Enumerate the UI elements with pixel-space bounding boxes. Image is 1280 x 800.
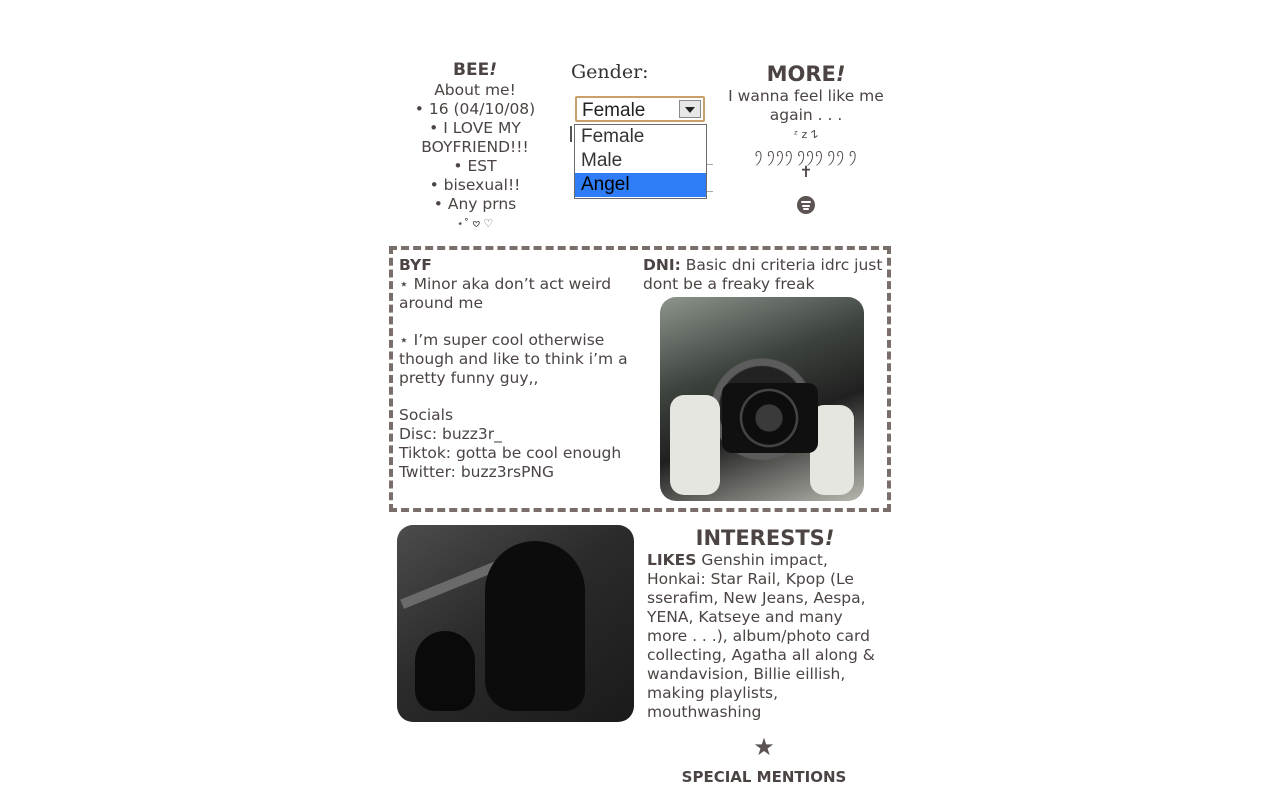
sleep-symbols: ᶻ z 𐰁 bbox=[793, 128, 819, 141]
orientation-line: • bisexual!! bbox=[429, 176, 521, 194]
interests-heading bbox=[647, 525, 883, 551]
byf-item-cool: ⋆ I’m super cool otherwise though and like to think i’m a pretty funny guy,, bbox=[399, 331, 628, 387]
likes-label: LIKES bbox=[647, 551, 697, 569]
camera-photo bbox=[660, 297, 864, 501]
camera-lens bbox=[738, 387, 800, 449]
hidden-field-edge bbox=[707, 164, 713, 192]
gender-dropdown-image bbox=[567, 60, 713, 202]
spotify-icon[interactable] bbox=[797, 196, 815, 214]
gender-select[interactable] bbox=[575, 96, 705, 122]
dni-text: Basic dni criteria idrc just dont be a freaky freak bbox=[643, 256, 883, 293]
pronouns-line: • Any prns bbox=[433, 195, 517, 213]
gender-options-list[interactable] bbox=[574, 124, 707, 199]
photo-cat-figure bbox=[415, 631, 475, 711]
bee-title: BEE bbox=[453, 60, 490, 80]
social-tiktok: Tiktok: gotta be cool enough bbox=[399, 444, 622, 462]
special-mentions-title: SPECIAL MENTIONS bbox=[681, 768, 847, 786]
decorative-glyph-row: ꪆ ꪆꪆꪆ ꪆꪆꪆ ꪆꪆ ꪆ bbox=[754, 147, 858, 160]
gender-label: Gender: bbox=[571, 61, 649, 83]
more-bang: ! bbox=[835, 62, 846, 86]
age-line: • 16 (04/10/08) bbox=[414, 100, 536, 118]
timezone-line: • EST bbox=[453, 157, 497, 175]
more-title: MORE bbox=[766, 62, 836, 86]
interests-title: INTERESTS bbox=[695, 526, 825, 550]
cross-symbol: ✝ bbox=[799, 163, 813, 181]
byf-title: BYF bbox=[399, 256, 432, 274]
photo-person bbox=[485, 541, 585, 711]
interests-section bbox=[647, 525, 887, 722]
hand-left bbox=[670, 395, 720, 495]
bee-bang: ! bbox=[489, 60, 497, 80]
text-cursor bbox=[570, 126, 572, 142]
dni-section bbox=[643, 256, 883, 294]
gender-option-angel[interactable]: Angel bbox=[575, 173, 706, 197]
more-section bbox=[726, 62, 886, 219]
cat-photo bbox=[397, 525, 634, 722]
byf-item-minor: ⋆ Minor aka don’t act weird around me bbox=[399, 275, 612, 312]
about-me-label: About me! bbox=[434, 81, 516, 99]
boyfriend-line: • I LOVE MY BOYFRIEND!!! bbox=[421, 119, 529, 156]
decorative-symbols: ⋆˚ 𖹭 ♡ bbox=[456, 217, 494, 230]
gender-selected-value: Female bbox=[582, 100, 646, 121]
byf-section bbox=[399, 256, 639, 482]
feel-like-me-line: I wanna feel like me again . . . bbox=[728, 87, 884, 124]
likes-text: Genshin impact, Honkai: Star Rail, Kpop (Le sserafim, New Jeans, Aespa, YENA, Katseye and many more . . .), album/photo card collecting, Agatha all along & wandavision, Billie eillish, making playlists, mouthwashing bbox=[647, 551, 875, 721]
dni-label: DNI: bbox=[643, 256, 681, 274]
social-twitter: Twitter: buzz3rsPNG bbox=[399, 463, 555, 481]
bee-heading bbox=[404, 60, 546, 81]
gender-option-female[interactable]: Female bbox=[581, 126, 645, 147]
social-discord: Disc: buzz3r_ bbox=[399, 425, 502, 443]
socials-title: Socials bbox=[399, 406, 454, 424]
chevron-down-icon[interactable] bbox=[679, 100, 701, 118]
gender-option-male[interactable]: Male bbox=[581, 150, 623, 171]
more-heading bbox=[726, 62, 886, 87]
bee-section bbox=[404, 60, 546, 233]
star-icon: ★ bbox=[753, 733, 775, 761]
interests-bang: ! bbox=[824, 526, 835, 550]
